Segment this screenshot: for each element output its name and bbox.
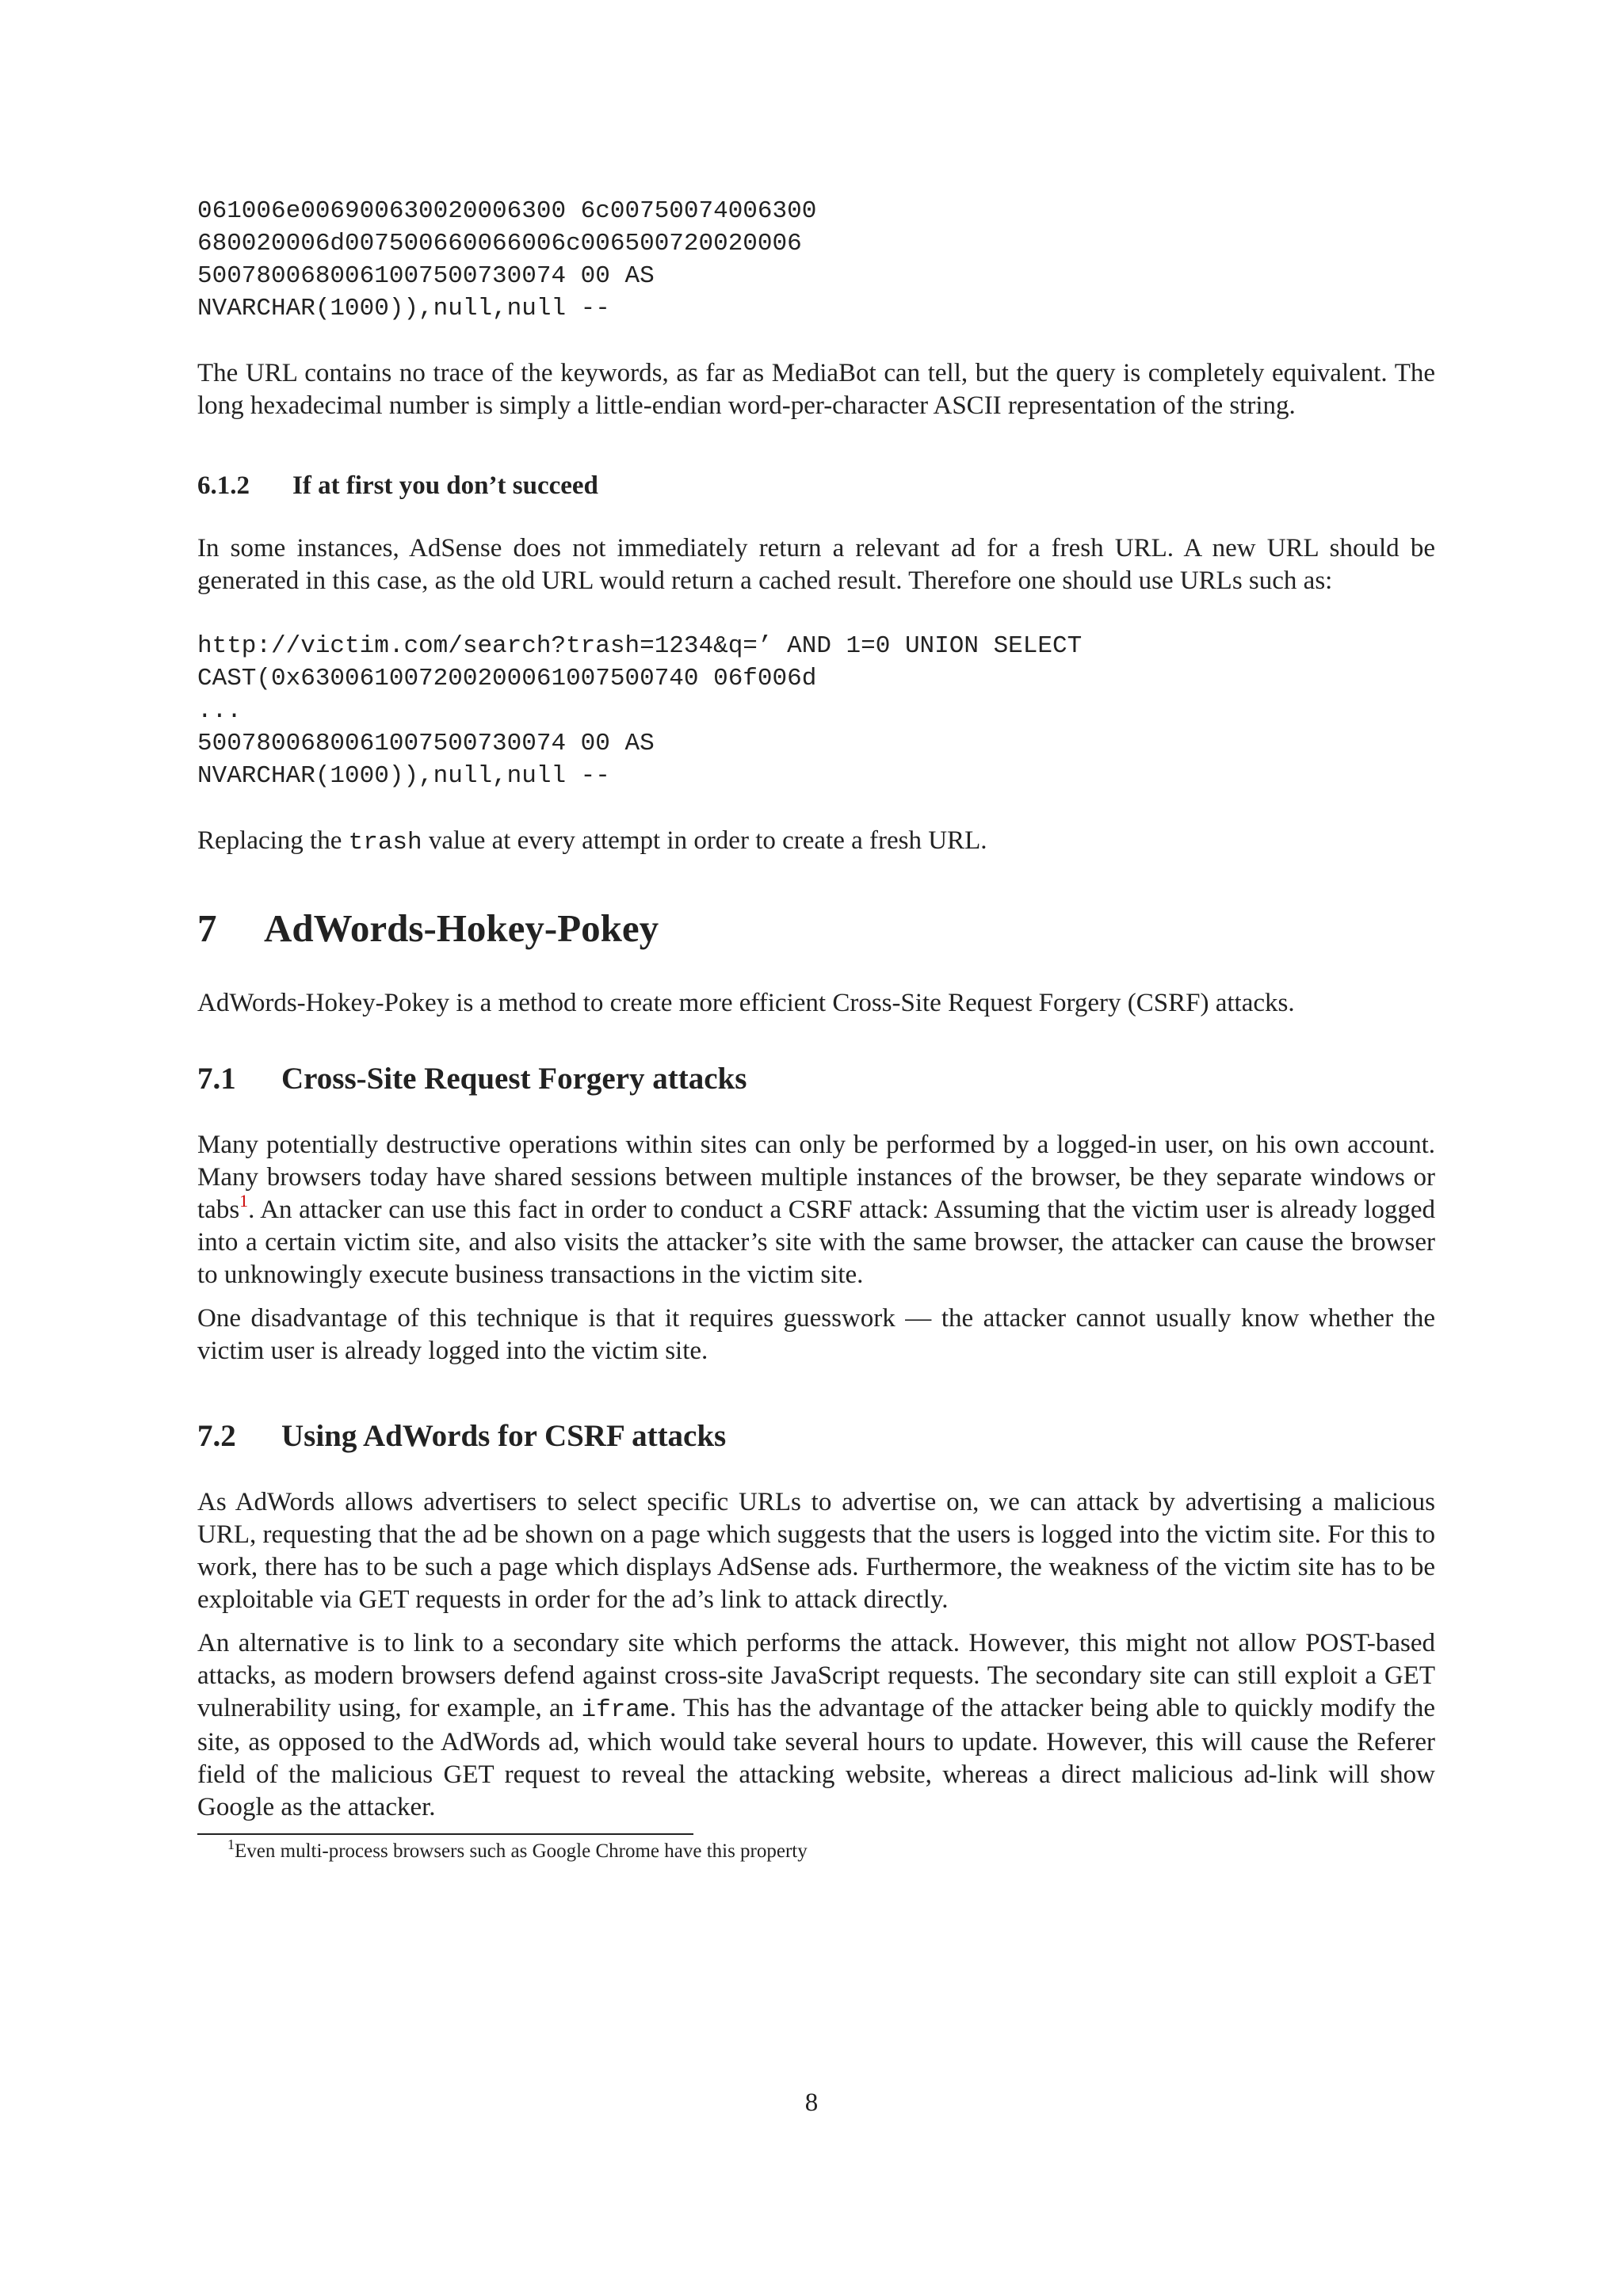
page-body: [197, 195, 1435, 1865]
text-run: Replacing the: [197, 826, 349, 855]
section-title: If at first you don’t succeed: [292, 471, 598, 500]
paragraph-replace-trash: [197, 825, 1435, 859]
code-block-hex: [197, 195, 1435, 325]
section-title: AdWords-Hokey-Pokey: [264, 906, 659, 950]
text-run: . An attacker can use this fact in order to conduct a CSRF attack: Assuming that the victim user is already logged into a certain victim site, and also visits the attacker’s site with the same browser, the attacker can cause the browser to unknowingly execute business transactions in the victim site.: [197, 1196, 1435, 1289]
section-number: 7.1: [197, 1062, 236, 1096]
text-run: Many potentially destructive operations within sites can only be performed by a logged-in user, on his own account. Many browsers today have shared sessions between multiple instances of the browser, be they separate windows or tabs: [197, 1131, 1435, 1224]
section-heading-7: [197, 905, 1435, 952]
subsection-heading-7-1: [197, 1059, 1435, 1099]
paragraph-adsense-fresh-url: In some instances, AdSense does not immediately return a relevant ad for a fresh URL. A new URL should be generated in this case, as the old URL would return a cached result. Therefore one should use URLs such as:: [197, 534, 1435, 595]
paragraph-adwords-advertising: As AdWords allows advertisers to select specific URLs to advertise on, we can attack by advertising a malicious URL, requesting that the ad be shown on a page which suggests that the users is logged into the victim site. For this to work, there has to be such a page which displays AdSense ads. Furthermore, the weakness of the victim site has to be exploitable via GET requests in order for the ad’s link to attack directly.: [197, 1488, 1435, 1614]
inline-code-trash: trash: [348, 829, 422, 856]
footnote: [197, 1838, 1435, 1865]
footnote-text: Even multi-process browsers such as Google Chrome have this property: [235, 1840, 808, 1862]
code-line: 061006e006900630020006300 6c00750074006300: [197, 197, 817, 225]
code-line: NVARCHAR(1000)),null,null --: [197, 295, 610, 322]
section-number: 6.1.2: [197, 471, 250, 500]
footnote-mark: 1: [227, 1836, 235, 1852]
code-line: 680020006d007500660066006c006500720020006: [197, 230, 802, 257]
code-line: http://victim.com/search?trash=1234&q=’ AND 1=0 UNION SELECT: [197, 632, 1083, 660]
code-line: CAST(0x630061007200200061007500740 06f006d: [197, 665, 817, 692]
code-block-url: [197, 630, 1435, 792]
paragraph-csrf-disadvantage: One disadvantage of this technique is that it requires guesswork — the attacker cannot usually know whether the victim user is already logged into the victim site.: [197, 1304, 1435, 1365]
section-title: Cross-Site Request Forgery attacks: [281, 1062, 747, 1096]
paragraph-url-equivalence: The URL contains no trace of the keywords, as far as MediaBot can tell, but the query is completely equivalent. The long hexadecimal number is simply a little-endian word-per-character ASCII representation of the string.: [197, 359, 1435, 420]
text-run: An alternative is to link to a secondary site which performs the attack. However, this might not allow POST-based attacks, as modern browsers defend against cross-site JavaScript requests. The secondary site can still exploit a GET vulnerability using, for example, an: [197, 1629, 1435, 1722]
text-run: value at every attempt in order to create a fresh URL.: [422, 826, 987, 855]
text-run: . This has the advantage of the attacker being able to quickly modify the site, as opposed to the AdWords ad, which would take several hours to update. However, this will cause the Referer field of the malicious GET request to reveal the attacking website, whereas a direct malicious ad-link will show Google as the attacker.: [197, 1694, 1435, 1821]
paragraph-csrf-explanation: [197, 1129, 1435, 1291]
subsection-heading-7-2: [197, 1417, 1435, 1456]
paragraph-secondary-site: [197, 1627, 1435, 1824]
section-number: 7.2: [197, 1419, 236, 1453]
page-number: 8: [804, 2088, 819, 2117]
section-title: Using AdWords for CSRF attacks: [281, 1419, 727, 1453]
inline-code-iframe: iframe: [581, 1696, 670, 1724]
code-line: 5007800680061007500730074 00 AS: [197, 262, 655, 290]
paragraph-hokey-pokey-intro: AdWords-Hokey-Pokey is a method to create more efficient Cross-Site Request Forgery (CSRF) attacks.: [197, 989, 1295, 1017]
footnote-ref[interactable]: 1: [239, 1191, 249, 1211]
subsubsection-heading-6-1-2: [197, 470, 1435, 502]
code-line: NVARCHAR(1000)),null,null --: [197, 762, 610, 790]
section-number: 7: [197, 906, 217, 950]
code-line: ...: [197, 697, 242, 725]
code-line: 5007800680061007500730074 00 AS: [197, 730, 655, 757]
footnote-rule: [197, 1833, 693, 1835]
